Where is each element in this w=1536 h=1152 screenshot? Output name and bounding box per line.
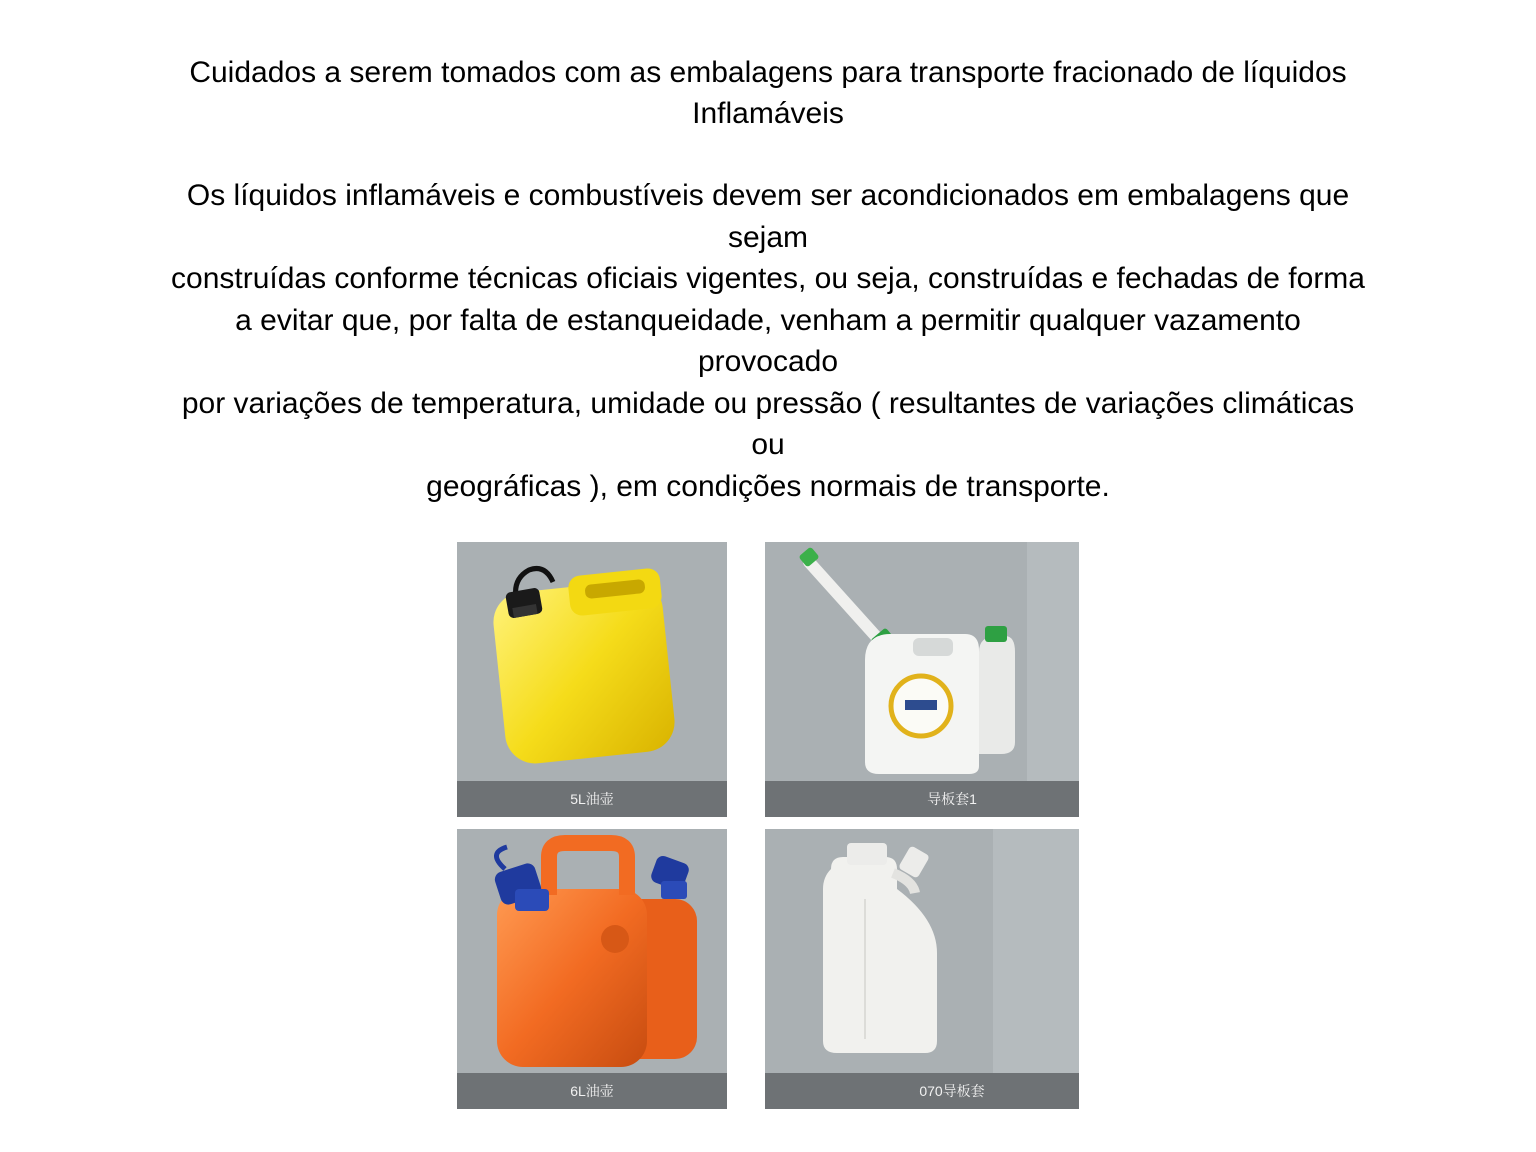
heading-line-2: Inflamáveis	[692, 97, 844, 130]
page-heading	[0, 52, 1536, 134]
orange-combi-can-icon	[457, 829, 727, 1073]
body-line: geográficas ), em condições normais de transporte.	[426, 469, 1110, 503]
body-line: provocado	[697, 345, 839, 378]
body-line: ou	[751, 428, 785, 461]
product-caption-bar	[457, 781, 727, 817]
white-bottle-icon	[765, 829, 1079, 1073]
product-caption: 070导板套	[919, 1083, 985, 1099]
product-caption: 5L油壶	[570, 791, 614, 807]
white-mix-canister-icon	[765, 542, 1079, 782]
product-caption: 导板套1	[927, 791, 977, 807]
body-line: a evitar que, por falta de estanqueidade, venham a permitir qualquer vazamento	[235, 303, 1301, 337]
heading-line-1: Cuidados a serem tomados com as embalagens para transporte fracionado de líquidos	[189, 56, 1347, 89]
product-tile-orange-combi-can	[457, 829, 727, 1109]
product-tile-white-mix-canister	[765, 542, 1079, 817]
product-tile-yellow-jerrycan	[457, 542, 727, 817]
body-line: Os líquidos inflamáveis e combustíveis devem ser acondicionados em embalagens que	[186, 179, 1350, 212]
product-caption-bar	[765, 781, 1079, 817]
product-caption-bar	[457, 1073, 727, 1109]
product-caption: 6L油壶	[570, 1083, 614, 1099]
body-line: por variações de temperatura, umidade ou pressão ( resultantes de variações climáticas	[181, 386, 1355, 420]
body-paragraph	[0, 175, 1536, 507]
yellow-jerrycan-icon	[457, 542, 727, 782]
product-tile-white-bottle	[765, 829, 1079, 1109]
body-line: construídas conforme técnicas oficiais vigentes, ou seja, construídas e fechadas de forma	[171, 262, 1365, 295]
product-photo-grid	[457, 542, 1079, 1109]
product-caption-bar	[765, 1073, 1079, 1109]
body-line: sejam	[727, 220, 809, 254]
